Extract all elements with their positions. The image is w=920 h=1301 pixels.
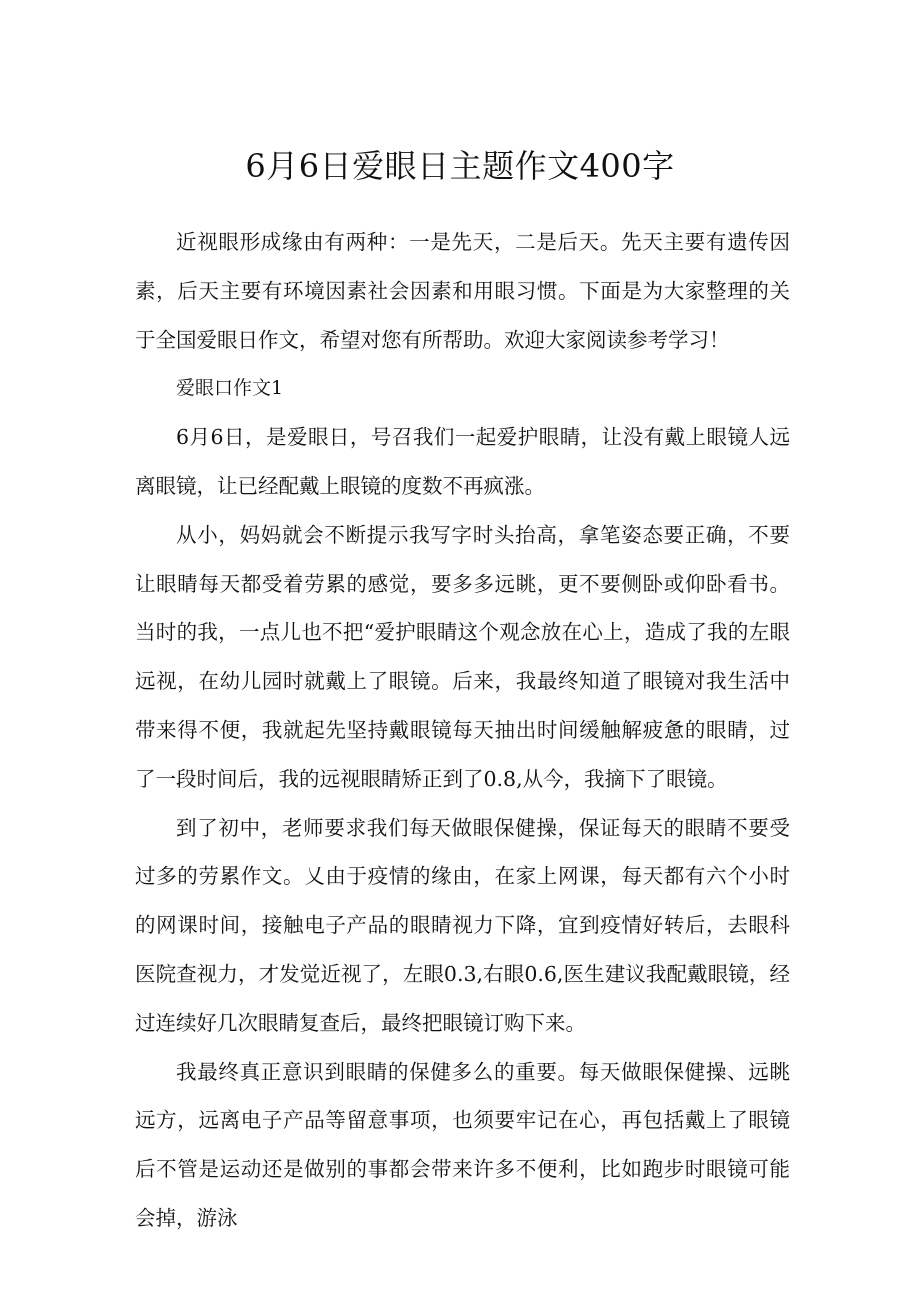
document-title: 6月6日爱眼日主题作文400字	[245, 147, 675, 185]
paragraph: 我最终真正意识到眼睛的保健多么的重要。每天做眼保健操、远眺远方，远离电子产品等留意事项，也须要牢记在心，再包括戴上了眼镜后不管是运动还是做别的事都会带来许多不便利，比如跑步时眼镜可能会掉，游泳	[135, 1059, 790, 1230]
paragraph: 从小，妈妈就会不断提示我写字时头抬高，拿笔姿态要正确，不要让眼睛每天都受着劳累的感觉，要多多远眺，更不要侧卧或仰卧看书。当时的我，一点儿也不把“爱护眼睛这个观念放在心上，造成了我的左眼远视，在幼儿园时就戴上了眼镜。后来，我最终知道了眼镜对我生活中带来得不便，我就起先坚持戴眼镜每天抽出时间缓触解疲惫的眼睛，过了一段时间后，我的远视眼睛矫正到了0.8,从今，我摘下了眼镜。	[135, 522, 790, 791]
paragraph-intro: 近视眼形成缘由有两种：一是先天，二是后天。先天主要有遗传因素，后天主要有环境因素社会因素和用眼习惯。下面是为大家整理的关于全国爱眼日作文，希望对您有所帮助。欢迎大家阅读参考学习！	[135, 230, 790, 352]
section-heading: 爱眼口作文1	[176, 377, 284, 400]
document-body	[135, 218, 790, 1243]
paragraph: 到了初中，老师要求我们每天做眼保健操，保证每天的眼睛不要受过多的劳累作文。乂由于疫情的缘由，在家上网课，每天都有六个小时的网课时间，接触电子产品的眼睛视力下降，宜到疫情好转后，去眼科医院查视力，才发觉近视了，左眼0.3,右眼0.6,医生建议我配戴眼镜，经过连续好几次眼睛复查后，最终把眼镜订购下来。	[135, 815, 790, 1035]
paragraph: 6月6日，是爱眼日，号召我们一起爱护眼睛，让没有戴上眼镜人远离眼镜，让已经配戴上眼镜的度数不再疯涨。	[135, 425, 790, 498]
